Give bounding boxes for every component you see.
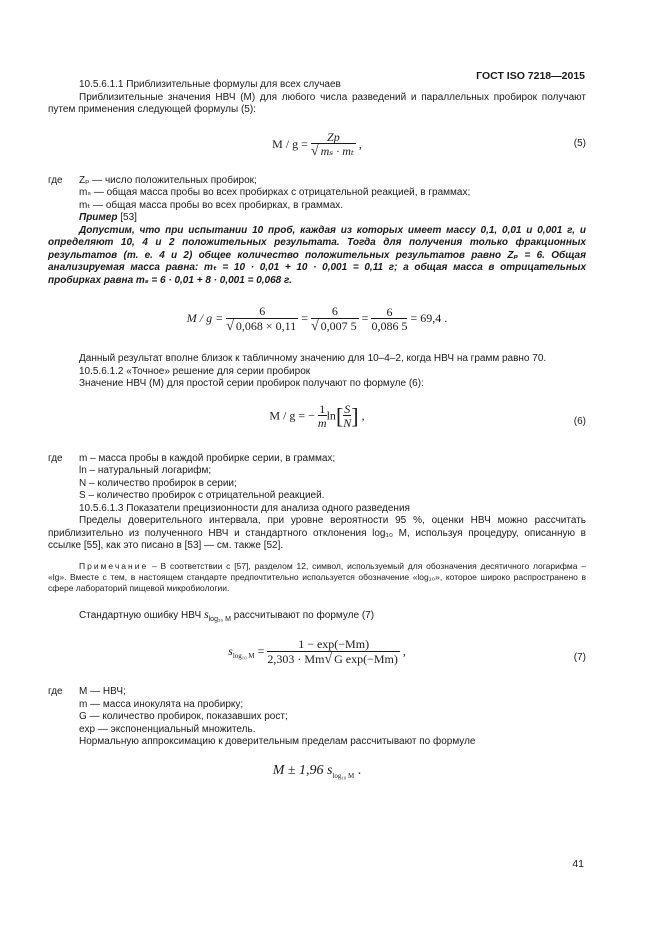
def-inoculum: m — масса инокулята на пробирку; bbox=[79, 698, 244, 710]
note-label: Примечание bbox=[79, 560, 149, 571]
formula-8-sub: log₁₀ M bbox=[332, 771, 355, 780]
paragraph-intro-formula-6: Значение НВЧ (М) для простой серии пробирок получают по формуле (6): bbox=[79, 378, 424, 389]
formula-5-fraction bbox=[311, 131, 356, 159]
formula-6-ln: ln bbox=[326, 407, 336, 422]
section-title-10-5-6-1-2: 10.5.6.1.2 «Точное» решение для серии пробирок bbox=[79, 365, 311, 377]
def-zp: Zₚ — число положительных пробирок; bbox=[79, 174, 257, 186]
sqrt-symbol: √ bbox=[310, 144, 319, 159]
formula-5-comma: , bbox=[358, 136, 362, 151]
page-number: 41 bbox=[572, 858, 584, 870]
paragraph-intro-formula-5: Приблизительные значения НВЧ (М) для любого числа разведений и параллельных пробирок получают путем применения следующей формулы (5): bbox=[48, 91, 586, 115]
calc-result: = 69,4 . bbox=[410, 310, 448, 325]
formula-8: M ± 1,96 $s_{log_{10} M}$ . bbox=[272, 762, 362, 780]
formula-5-numerator: Zp bbox=[327, 129, 340, 144]
std-error-sub: log₁₀ M bbox=[208, 615, 232, 623]
section-title-10-5-6-1-1: 10.5.6.1.1 Приблизительные формулы для всех случаев bbox=[79, 79, 341, 90]
def-m: m – масса пробы в каждой пробирке серии, в граммах; bbox=[79, 452, 336, 464]
where-label-2: где bbox=[48, 452, 63, 464]
note-paragraph bbox=[48, 561, 586, 594]
definitions-formula-7 bbox=[48, 686, 586, 736]
example-label: Пример bbox=[79, 212, 118, 223]
def-s: S – количество пробирок с отрицательной реакцией. bbox=[79, 490, 325, 501]
formula-5-lhs: M / g = bbox=[272, 136, 308, 151]
formula-7-lhs-sub: log₁₀ M bbox=[232, 652, 255, 661]
formula-6-number: (6) bbox=[573, 415, 586, 427]
formula-6-denominator: m bbox=[317, 416, 327, 430]
calc-denominator-3: 0,086 5 bbox=[371, 319, 408, 333]
formula-5 bbox=[48, 131, 586, 169]
section-title-10-5-6-1-3: 10.5.6.1.3 Показатели прецизионности для анализа одного разведения bbox=[79, 502, 410, 514]
formula-6-s: S bbox=[344, 401, 351, 416]
formula-7-number: (7) bbox=[573, 652, 586, 663]
formula-7-numerator: 1 − exp(−Mm) bbox=[298, 637, 370, 651]
paragraph-confidence-limits: Пределы доверительного интервала, при уровне вероятности 95 %, оценки НВЧ можно рассчитать приблизительно из полученного НВЧ и стандартного отклонения log₁₀ M, используя процедуру, описанную в ссылке [55], как это писано в [53] — см. также [52]. bbox=[48, 515, 586, 551]
where-label: где bbox=[48, 174, 63, 186]
page-header-standard: ГОСТ ISO 7218—2015 bbox=[476, 70, 585, 82]
calc-denominator-1: 0,068 × 0,11 bbox=[235, 318, 297, 333]
definitions-formula-5 bbox=[48, 175, 586, 213]
def-exp: exp — экспоненциальный множитель. bbox=[79, 723, 256, 735]
formula-6-comma: , bbox=[361, 407, 365, 422]
paragraph-standard-error: Стандартную ошибку НВЧ $s_{log_{10} M}$ рассчитывают по формуле (7) bbox=[79, 606, 375, 623]
def-ms: mₛ — общая масса пробы во всех пробирках с отрицательной реакцией, в граммах; bbox=[79, 187, 471, 198]
def-g: G — количество пробирок, показавших рост; bbox=[79, 711, 288, 722]
calc-numerator-3: 6 bbox=[386, 304, 393, 319]
formula-6-lhs: M / g = − bbox=[269, 407, 315, 422]
formula-8-expr: M ± 1,96 s bbox=[272, 762, 333, 778]
definitions-formula-6 bbox=[48, 453, 586, 503]
formula-7: $s_{log_{10} M}$ = $\frac{1 - \exp(-Mm)}{\text{2,303 · Mm√ G exp(−Mm)}}$ , (7) bbox=[228, 637, 586, 667]
formula-5-denominator: mₛ · mₜ bbox=[320, 144, 354, 158]
formula-6-numerator: 1 bbox=[319, 401, 326, 416]
calc-numerator-1: 6 bbox=[259, 304, 266, 318]
formula-6: M / g = − $\frac{1}{m}$ ln[ $\frac{S}{N}$ ] , (6) bbox=[269, 401, 586, 430]
def-mt: mₜ — общая масса пробы во всех пробирках, в граммах. bbox=[79, 199, 344, 211]
def-n: N – количество пробирок в серии; bbox=[79, 477, 237, 489]
example-text: Допустим, что при испытании 10 проб, каждая из которых имеет массу 0,1, 0,01 и 0,001 г, и определяют 10, 4 и 2 положительных результата. Тогда для получения только фракционных результатов (т. е. 4 и 2) общее количество положительных результатов равно Zₚ = 6. Общая анализируемая масса равна: mₜ = 10 · 0,01 + 10 · 0,001 = 0,11 г; а общая масса в отрицательных пробирках равна mₛ = 6 · 0,01 + 8 · 0,001 = 0,068 г. bbox=[48, 224, 586, 286]
formula-7-den-b: G exp(−Mm) bbox=[334, 651, 398, 666]
formula-5-number: (5) bbox=[573, 137, 586, 149]
example-ref: [53] bbox=[117, 212, 137, 223]
paragraph-result-comparison: Данный результат вполне близок к табличному значению для 10–4–2, когда НВЧ на грамм равно 70. bbox=[79, 353, 547, 364]
calc-lhs: M / g = bbox=[186, 310, 224, 325]
paragraph-normal-approx: Нормальную аппроксимацию к доверительным пределам рассчитывают по формуле bbox=[79, 736, 476, 747]
formula-example-calc: M / g = $\frac{6}{√ 0,068 \times 0,11}$ = $\frac{6}{√ 0,007 5}$ = $\frac{6}{0,086 5}$ = 69,4 . bbox=[186, 304, 448, 334]
document-body bbox=[48, 79, 586, 782]
formula-6-n: N bbox=[343, 416, 352, 430]
std-error-symbol: s bbox=[203, 606, 209, 621]
def-ln: ln – натуральный логарифм; bbox=[79, 465, 212, 476]
note-text: – В соответствии с [57], разделом 12, символ, используемый для обозначения десятичного логарифма – «lg». Вместе с тем, в настоящем стандарте предпочтительно используется обозначение «log₁₀», которое широко распространено в сфере лабораторий пищевой микробиологии. bbox=[48, 560, 586, 593]
where-label-3: где bbox=[48, 686, 63, 697]
calc-denominator-2: 0,007 5 bbox=[320, 318, 357, 333]
formula-7-lhs: s bbox=[228, 643, 233, 658]
formula-7-den-a: 2,303 · Mm bbox=[267, 651, 325, 666]
calc-numerator-2: 6 bbox=[331, 304, 338, 318]
def-mpn: M — НВЧ; bbox=[79, 686, 126, 697]
